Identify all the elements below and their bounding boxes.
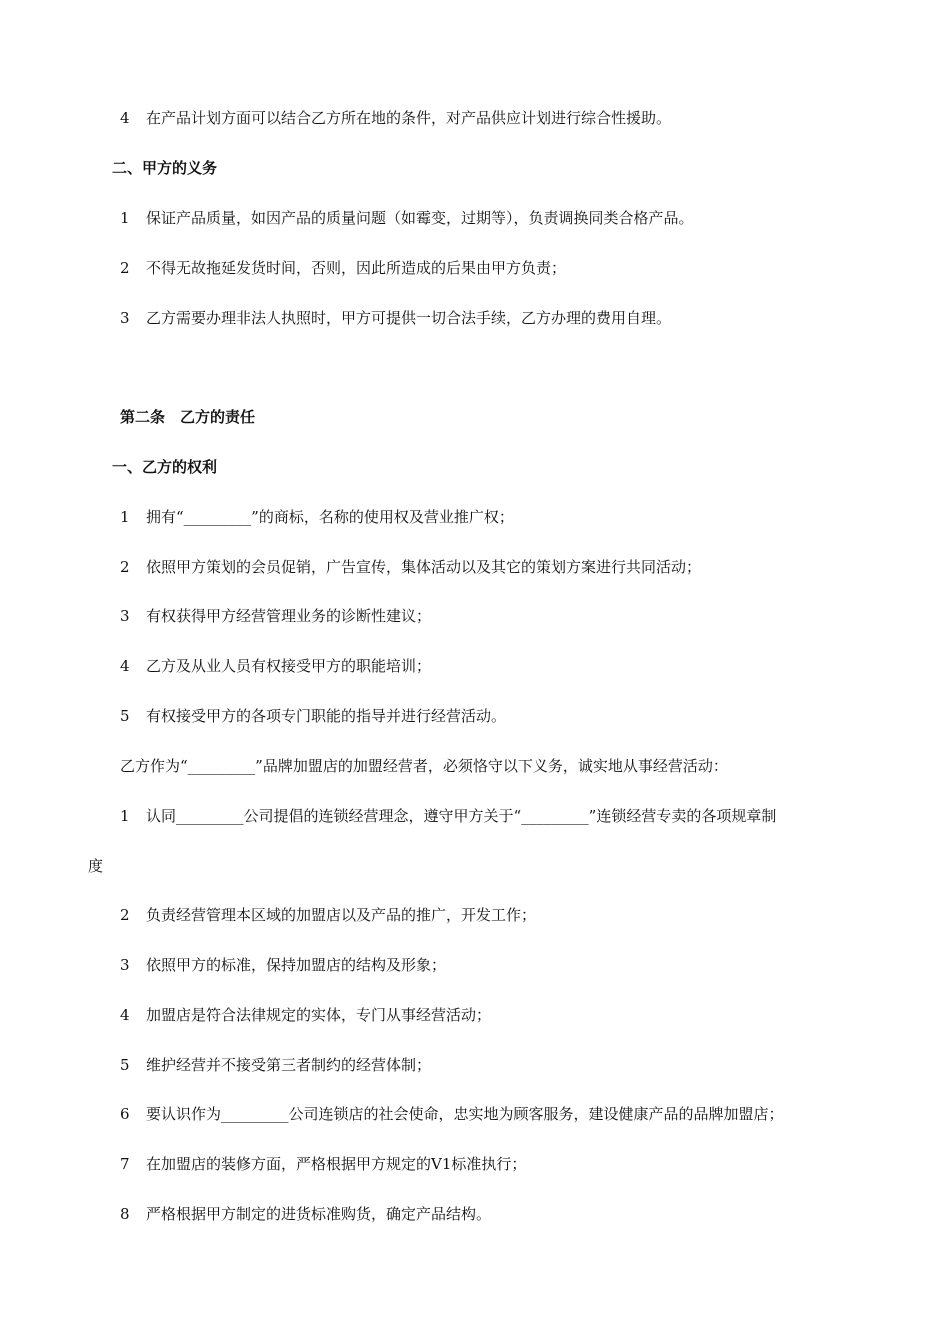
section-heading: 二、甲方的义务: [112, 159, 218, 177]
item-number: 5: [120, 707, 130, 725]
item-text: 要认识作为_________公司连锁店的社会使命，忠实地为顾客服务，建设健康产品的品牌加盟店；: [146, 1105, 784, 1123]
item-number: 4: [120, 1006, 130, 1024]
item-text: 不得无故拖延发货时间，否则，因此所造成的后果由甲方负责；: [146, 259, 567, 277]
list-item: [120, 606, 431, 626]
item-continuation: 度: [88, 857, 104, 875]
list-item: [120, 308, 671, 328]
item-number: 2: [120, 259, 130, 277]
list-item: [120, 706, 506, 726]
item-number: 2: [120, 558, 130, 576]
list-item: [120, 108, 671, 128]
list-item: [120, 507, 514, 527]
item-number: 7: [120, 1155, 130, 1173]
item-number: 3: [120, 956, 130, 974]
item-text: 在产品计划方面可以结合乙方所在地的条件，对产品供应计划进行综合性援助。: [146, 109, 672, 127]
item-text: 在加盟店的装修方面，严格根据甲方规定的V1标准执行；: [146, 1155, 527, 1173]
item-text: 乙方及从业人员有权接受甲方的职能培训；: [146, 657, 432, 675]
item-text: 保证产品质量，如因产品的质量问题（如霉变，过期等），负责调换同类合格产品。: [146, 209, 694, 227]
list-item: [120, 955, 446, 975]
list-item: [120, 905, 536, 925]
list-item: [120, 1204, 491, 1224]
item-number: 4: [120, 109, 130, 127]
item-number: 2: [120, 906, 130, 924]
item-number: 6: [120, 1105, 130, 1123]
item-number: 1: [120, 209, 130, 227]
list-item: [120, 557, 701, 577]
item-text: 维护经营并不接受第三者制约的经营体制；: [146, 1056, 432, 1074]
item-text: 依照甲方的标准，保持加盟店的结构及形象；: [146, 956, 447, 974]
item-text: 认同_________公司提倡的连锁经营理念，遵守甲方关于“_________”连锁经营专卖的各项规章制: [146, 807, 777, 825]
item-number: 8: [120, 1205, 130, 1223]
list-item: [120, 1104, 784, 1124]
item-number: 3: [120, 607, 130, 625]
item-text: 有权接受甲方的各项专门职能的指导并进行经营活动。: [146, 707, 507, 725]
intro-paragraph: 乙方作为“_________”品牌加盟店的加盟经营者，必须恪守以下义务，诚实地从事经营活动：: [120, 757, 728, 775]
item-number: 1: [120, 807, 130, 825]
item-text: 严格根据甲方制定的进货标准购货，确定产品结构。: [146, 1205, 492, 1223]
item-text: 依照甲方策划的会员促销，广告宣传，集体活动以及其它的策划方案进行共同活动；: [146, 558, 702, 576]
section-heading: 一、乙方的权利: [112, 458, 218, 476]
item-text: 乙方需要办理非法人执照时，甲方可提供一切合法手续，乙方办理的费用自理。: [146, 309, 672, 327]
item-text: 负责经营管理本区域的加盟店以及产品的推广，开发工作；: [146, 906, 537, 924]
item-number: 1: [120, 508, 130, 526]
item-number: 5: [120, 1056, 130, 1074]
article-title: 第二条 乙方的责任: [120, 408, 256, 426]
list-item: [120, 806, 776, 826]
item-text: 拥有“_________”的商标，名称的使用权及营业推广权；: [146, 508, 514, 526]
list-item: [120, 656, 431, 676]
item-text: 有权获得甲方经营管理业务的诊断性建议；: [146, 607, 432, 625]
item-number: 3: [120, 309, 130, 327]
list-item: [120, 258, 566, 278]
list-item: [120, 1005, 491, 1025]
list-item: [120, 208, 694, 228]
item-text: 加盟店是符合法律规定的实体，专门从事经营活动；: [146, 1006, 492, 1024]
list-item: [120, 1154, 526, 1174]
list-item: [120, 1055, 431, 1075]
item-number: 4: [120, 657, 130, 675]
